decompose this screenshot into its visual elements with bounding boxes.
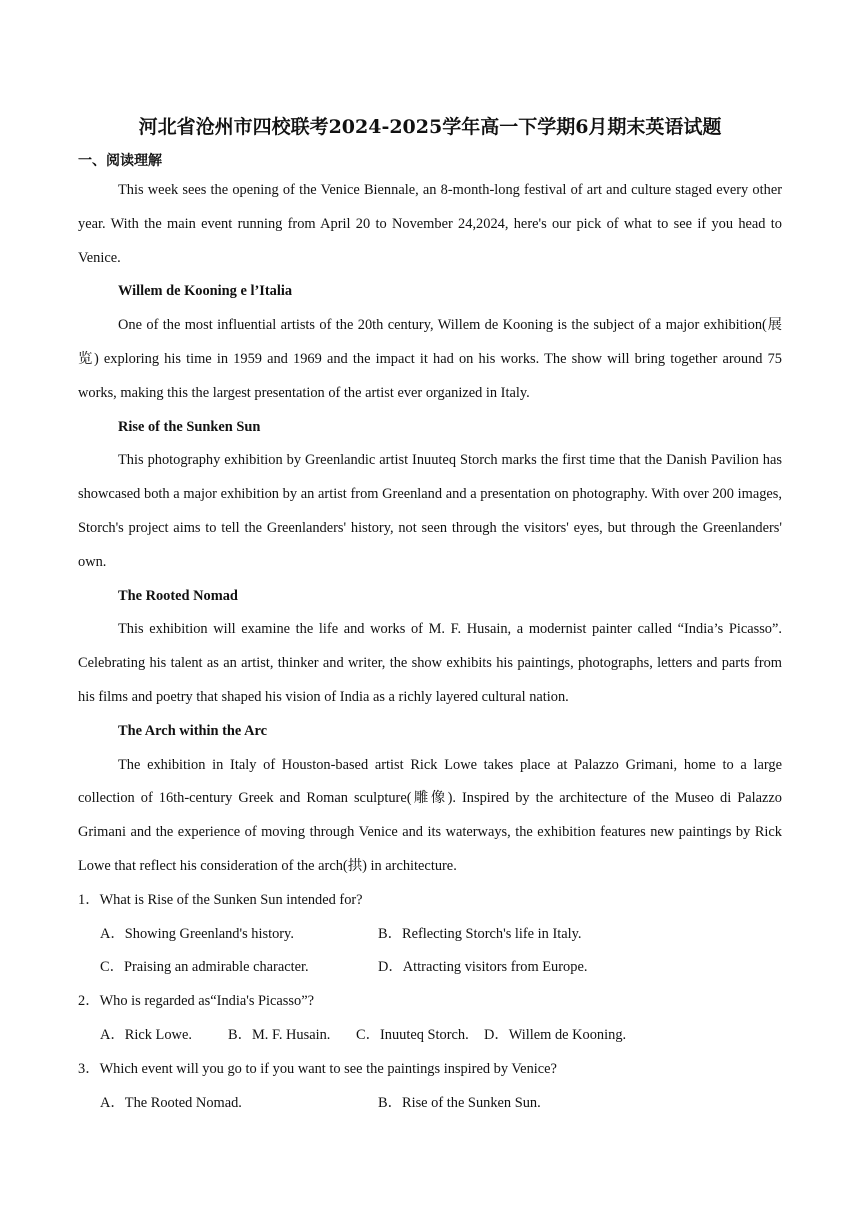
- exhibit-text-4: The exhibition in Italy of Houston-based artist Rick Lowe takes place at Palazzo Grimani, home to a large collection of 16th-century Greek and Roman sculpture(雕像). Inspired by the architecture of the Museo di Palazzo Grimani and the experience of moving through Venice and its waterways, the exhibition features new paintings by Rick Lowe that reflect his consideration of the arch(拱) in architecture.: [78, 756, 782, 874]
- question-3-option-b: B．Rise of the Sunken Sun.: [378, 1094, 541, 1111]
- exhibit-text-2: This photography exhibition by Greenlandic artist Inuuteq Storch marks the first time that the Danish Pavilion has showcased both a major exhibition by an artist from Greenland and a presentation on photography. With over 200 images, Storch's project aims to tell the Greenlanders' history, not seen through the visitors' eyes, but through the Greenlanders' own.: [78, 452, 782, 570]
- reading-passage: [78, 174, 782, 1120]
- exhibit-text-1: One of the most influential artists of the 20th century, Willem de Kooning is the subject of a major exhibition(展览) exploring his time in 1959 and 1969 and the impact it had on his works. The show will bring together around 75 works, making this the largest presentation of the artist ever organized in Italy.: [78, 317, 782, 401]
- section-heading: 一、阅读理解: [78, 153, 162, 169]
- question-1-option-d: D．Attracting visitors from Europe.: [378, 959, 588, 976]
- question-1-option-b: B．Reflecting Storch's life in Italy.: [378, 925, 582, 942]
- question-1-stem: 1．What is Rise of the Sunken Sun intended for?: [78, 891, 363, 908]
- exhibit-heading-3: The Rooted Nomad: [118, 587, 238, 604]
- exhibit-heading-4: The Arch within the Arc: [118, 722, 267, 739]
- question-3-options-row: [78, 1087, 782, 1121]
- question-3-option-a: A．The Rooted Nomad.: [100, 1094, 242, 1111]
- question-1-option-a: A．Showing Greenland's history.: [100, 925, 294, 942]
- question-1-options-row-2: [78, 951, 782, 985]
- question-2-option-a: A．Rick Lowe.: [100, 1026, 192, 1043]
- question-3-stem: 3．Which event will you go to if you want to see the paintings inspired by Venice?: [78, 1060, 557, 1077]
- exhibit-heading-1: Willem de Kooning e l’Italia: [118, 283, 293, 300]
- question-2-option-c: C．Inuuteq Storch.: [356, 1026, 469, 1043]
- question-2-option-b: B．M. F. Husain.: [228, 1026, 331, 1043]
- page-title: 河北省沧州市四校联考2024-2025学年高一下学期6月期末英语试题: [138, 116, 722, 138]
- exhibit-heading-2: Rise of the Sunken Sun: [118, 418, 261, 435]
- exhibit-text-3: This exhibition will examine the life and works of M. F. Husain, a modernist painter called “India’s Picasso”. Celebrating his talent as an artist, thinker and writer, the show exhibits his paintings, photographs, letters and parts from his films and poetry that shaped his vision of India as a richly layered cultural nation.: [78, 621, 782, 705]
- question-2-options-row: [78, 1019, 782, 1053]
- question-1-options-row-1: [78, 918, 782, 952]
- question-2-stem: 2．Who is regarded as“India's Picasso”?: [78, 993, 314, 1010]
- question-1-option-c: C．Praising an admirable character.: [100, 959, 309, 976]
- intro-paragraph: This week sees the opening of the Venice Biennale, an 8-month-long festival of art and culture staged every other year. With the main event running from April 20 to November 24,2024, here's our pick of what to see if you head to Venice.: [78, 182, 782, 266]
- question-2-option-d: D．Willem de Kooning.: [484, 1026, 627, 1043]
